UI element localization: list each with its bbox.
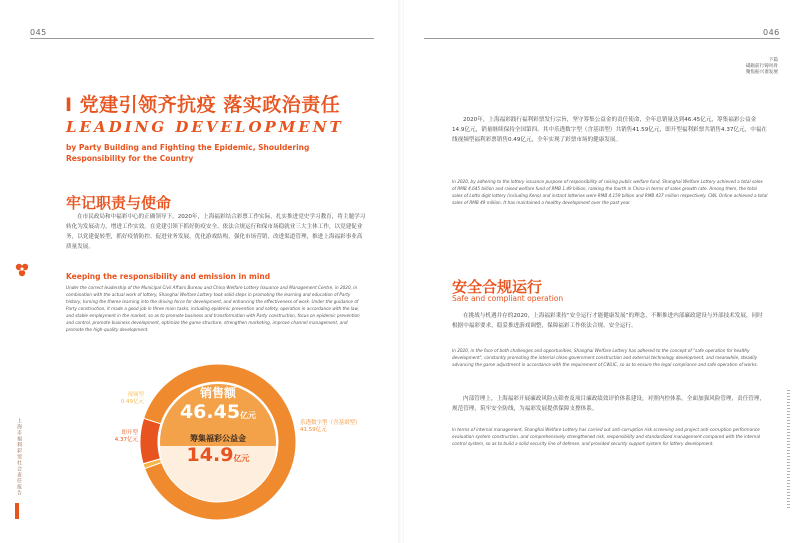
legend-lotto-value: 41.59亿元	[300, 427, 327, 433]
left-page-number: 045	[30, 28, 47, 37]
section-header	[718, 58, 778, 76]
legend-instant	[104, 430, 138, 444]
compliance-body-cn-2: 内部管理上，上海福彩开展廉政风险点筛查及项目廉政绩效评价体系建设，对照内控体系，全面加强风险管理，责任管理，规范管理，筑牢安全防线，为福彩发展提供保障支撑体系。	[452, 396, 766, 412]
sales-summary-en: In 2020, by adhering to the lottery issuance purpose of responsibility of raising public welfare fund, Shanghai Welfare Lottery achieved a total sales of RMB 4.645 billion and raised welfare fund of RMB 1.49 billion, ranking the fourth in China in terms of sales growth rate. Among them, the total sales of Lotto digit lottery (including Keno) and instant lotteries were RMB 4.159 billion and RMB 437 million respectively. CWL Online achieved a total sales of RMB 49 million. It has maintained a healthy development over the past year.	[452, 179, 768, 205]
sales-label: 销售额	[199, 386, 236, 400]
compliance-body-en-2: In terms of internal management, Shanghai Welfare Lottery has carried out anti-corruption risk screening and project anti-corruption performance evaluation system construction, and comprehensively strengthened risk, responsibility and standardized management compared with the internal control system, so as to build a solid security line of defense, and provided security support system for lottery development.	[452, 427, 761, 446]
fund-value: 14.9	[186, 444, 234, 466]
legend-instant-name: 即开型	[121, 430, 138, 436]
left-header-rule	[30, 38, 374, 39]
legend-lotto-name: 乐透数字型（含基诺型）	[300, 420, 361, 426]
section-header-line-3: 聚焦振兴谱发展	[745, 70, 778, 75]
report-vertical-title: 上海市福利彩票社会责任报告	[16, 418, 22, 496]
responsibility-body-cn: 在市民政局和中福彩中心的正确领导下，2020年，上海福彩结合彩票工作实际，扎实推进党史学习教育，将主题学习转化为发展动力，增进工作实效。在党建引领下抓好防疫安全、依法合规运行和保市场稳就业三大主体工作，以党建促业务，以党建促转型，抓好疫情防控、促进业务发展，优化游戏结构，强化市场营销，改进渠道管理，推进上海福彩事业高质量发展。	[66, 214, 366, 250]
section-heading-responsibility: 牢记职责与使命	[66, 194, 172, 212]
legend-video-value: 0.49亿元	[120, 399, 144, 405]
legend-instant-value: 4.37亿元	[114, 437, 138, 443]
left-edge-tab	[15, 503, 19, 519]
right-page-number: 046	[763, 28, 780, 37]
right-edge-marker	[787, 390, 790, 510]
page-title: I 党建引领齐抗疫 落实政治责任	[65, 94, 341, 116]
section-heading-responsibility-en: Keeping the responsibility and emission in mind	[66, 272, 271, 281]
welfare-lottery-logo	[14, 262, 30, 278]
sales-figure	[150, 401, 286, 427]
compliance-body-cn-1: 在挑战与机遇并存的2020，上海福彩秉持“安全运行才能健康发展”的理念，不断推进内部廉政建设与外部技术发展，同时根据中福彩要求，稳妥推进游戏调整，保障福彩工作依法合规、安全运行。	[452, 313, 763, 329]
legend-video	[110, 392, 144, 406]
sales-unit: 亿元	[240, 411, 257, 420]
fund-unit: 亿元	[233, 454, 250, 463]
fund-figure	[150, 444, 286, 470]
sales-summary-cn: 2020年，上海福彩践行福利彩票发行宗旨，坚守筹集公益金的责任使命，全年总销量达到46.45亿元，筹集福彩公益金14.9亿元，销量继续保持全国第四。其中乐透数字型（含基诺型）共销售41.59亿元，即开型福利彩票共销售4.37亿元，中福在线视频型福利彩票销售0.49亿元，全年实现了彩票市场的健康发展。	[452, 117, 768, 143]
responsibility-body-en: Under the correct leadership of the Municipal Civil Affairs Bureau and China Welfare Lottery Issuance and Management Centre, in 2020, in combination with the actual work of lottery, Shanghai Welfare Lottery took solid steps in promoting the learning and education of Party history, turning the theme learning into the driving force for development, and enhancing the effectiveness of work. Under the guidance of Party construction, it made a good job in three main tasks, including epidemic prevention and safety, operation in accordance with the law, and stable employment in the market, so as to promote business and transformation with Party construction, focus on epidemic prevention and control, promote business development, optimize the game structure, strengthen marketing, improve channel management, and promote the high-quality development.	[66, 285, 360, 332]
page-gutter	[398, 0, 404, 543]
fund-label: 筹集福彩公益金	[190, 434, 246, 443]
compliance-body-en-1: In 2020, in the face of both challenges and opportunities, Shanghai Welfare Lottery has adhered to the concept of "safe operation for healthy development", constantly promoting the internal clean-government construction and external technology development, and meanwhile, steadily advancing the game adjustment in accordance with the requirement of CWLIC, so as to ensure the legal compliance and safe operation of works.	[452, 348, 758, 367]
section-header-line-1: 下篇	[768, 58, 778, 63]
section-heading-compliance: 安全合规运行	[452, 278, 543, 296]
english-subtitle: by Party Building and Fighting the Epidemic, Shouldering Responsibility for the Country	[66, 143, 310, 163]
sales-value: 46.45	[179, 401, 241, 423]
right-header-rule	[424, 38, 780, 39]
legend-lotto	[300, 420, 380, 434]
section-header-line-2: 砥砺前行铸风骨	[745, 64, 778, 69]
decorative-english-title: LEADING DEVELOPMENT	[66, 118, 344, 136]
section-heading-compliance-en: Safe and compliant operation	[452, 294, 564, 303]
donut-center	[150, 386, 286, 470]
legend-video-name: 视频型	[127, 392, 144, 398]
